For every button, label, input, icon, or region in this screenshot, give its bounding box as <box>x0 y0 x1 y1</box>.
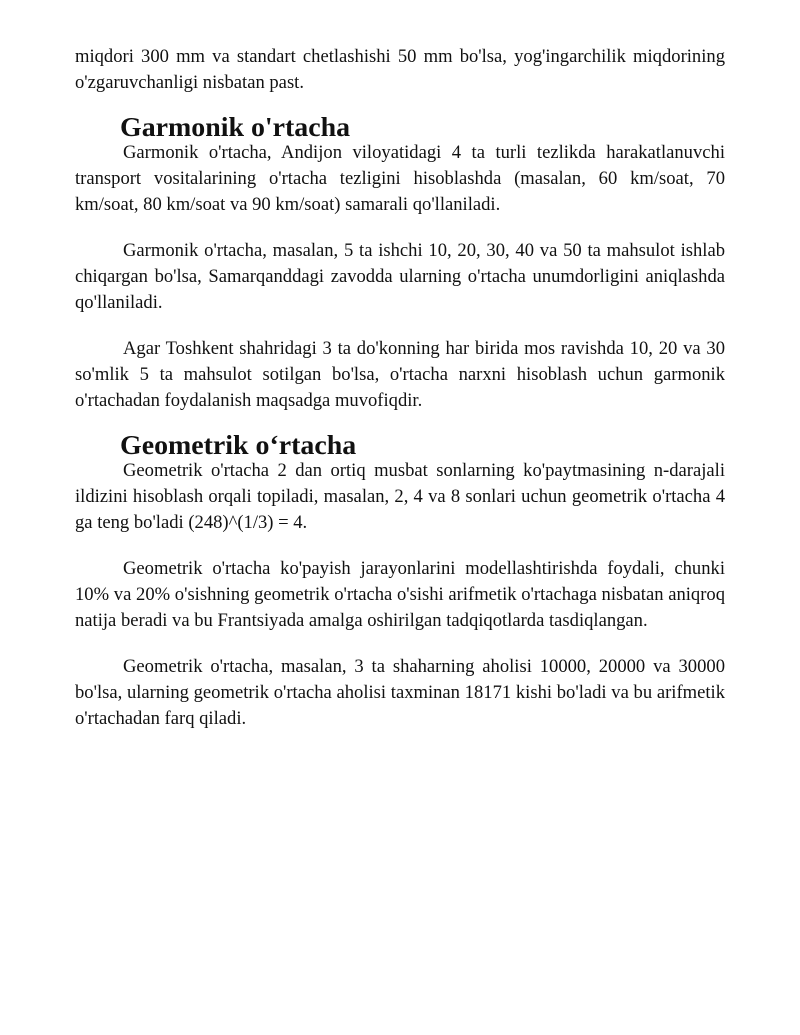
geometric-paragraph-2: Geometrik o'rtacha ko'payish jarayonlarini modellashtirishda foydali, chunki 10% va 20% o'sishning geometrik o'rtacha o'sishi arifmetik o'rtachaga nisbatan aniqroq natija beradi va bu Frantsiyada amalga oshirilgan tadqiqotlarda tasdiqlangan. <box>75 558 725 631</box>
geometric-paragraph-3: Geometrik o'rtacha, masalan, 3 ta shaharning aholisi 10000, 20000 va 30000 bo'lsa, ularning geometrik o'rtacha aholisi taxminan 18171 kishi bo'ladi va bu arifmetik o'rtachadan farq qiladi. <box>75 656 725 729</box>
intro-paragraph: miqdori 300 mm va standart chetlashishi 50 mm bo'lsa, yog'ingarchilik miqdorining o'zgaruvchanligi nisbatan past. <box>75 46 725 93</box>
document-page <box>75 44 725 732</box>
harmonic-paragraph-1: Garmonik o'rtacha, Andijon viloyatidagi 4 ta turli tezlikda harakatlanuvchi transport vositalarining o'rtacha tezligini hisoblashda (masalan, 60 km/soat, 70 km/soat, 80 km/soat va 90 km/soat) samarali qo'llaniladi. <box>75 142 725 215</box>
spacer <box>75 316 725 336</box>
spacer <box>75 634 725 654</box>
harmonic-heading: Garmonik o'rtacha <box>120 112 351 143</box>
spacer <box>75 218 725 238</box>
geometric-paragraph-1: Geometrik o'rtacha 2 dan ortiq musbat sonlarning ko'paytmasining n-darajali ildizini hisoblash orqali topiladi, masalan, 2, 4 va 8 sonlari uchun geometrik o'rtacha 4 ga teng bo'ladi (248)^(1/3) = 4. <box>75 460 725 533</box>
spacer <box>75 536 725 556</box>
harmonic-paragraph-2: Garmonik o'rtacha, masalan, 5 ta ishchi 10, 20, 30, 40 va 50 ta mahsulot ishlab chiqargan bo'lsa, Samarqanddagi zavodda ularning o'rtacha unumdorligini aniqlashda qo'llaniladi. <box>75 240 725 313</box>
geometric-heading: Geometrik oʻrtacha <box>120 430 357 461</box>
harmonic-paragraph-3: Agar Toshkent shahridagi 3 ta do'konning har birida mos ravishda 10, 20 va 30 so'mlik 5 ta mahsulot sotilgan bo'lsa, o'rtacha narxni hisoblash uchun garmonik o'rtachadan foydalanish maqsadga muvofiqdir. <box>75 338 725 411</box>
